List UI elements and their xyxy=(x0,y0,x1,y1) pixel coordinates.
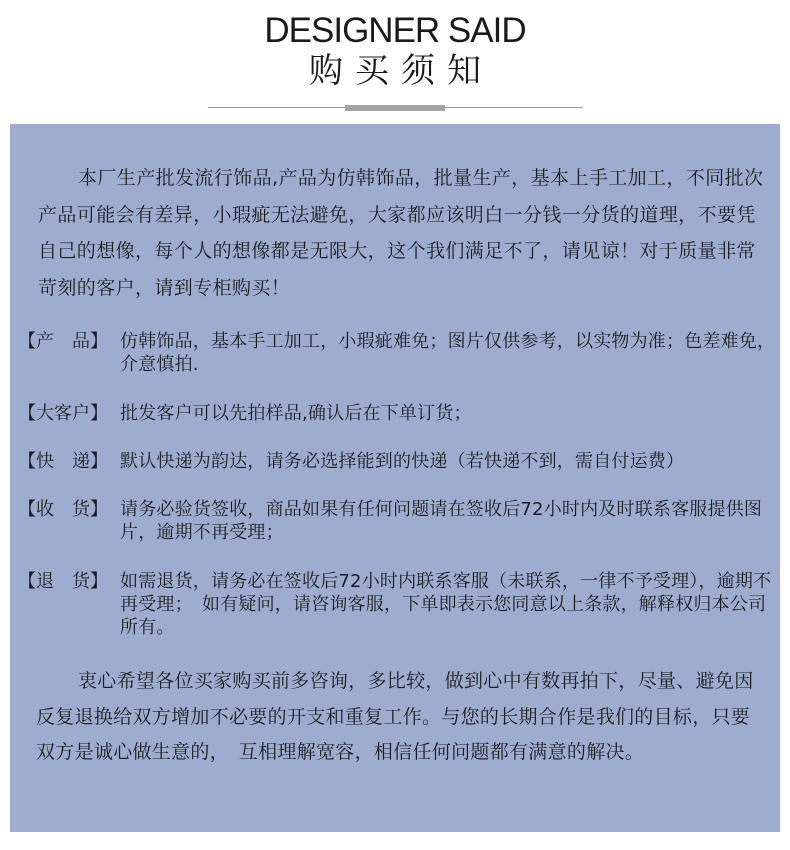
closing-paragraph: 衷心希望各位买家购买前多咨询，多比较，做到心中有数再拍下，尽量、避免因反复退换给双方增加不必要的开支和重复工作。与您的长期合作是我们的目标，只要双方是诚心做生意的， 互相理解宽容，相信任何问题都有满意的解决。 xyxy=(36,670,754,763)
notice-item-tag: 【产 品】 xyxy=(18,331,108,352)
intro-paragraph: 本厂生产批发流行饰品,产品为仿韩饰品，批量生产，基本上手工加工，不同批次产品可能会有差异，小瑕疵无法避免，大家都应该明白一分钱一分货的道理，不要凭自己的想像，每个人的想像都是无限大，这个我们满足不了，请见谅！对于质量非常苛刻的客户，请到专柜购买！ xyxy=(38,167,764,299)
notice-item-text: 请务必验货签收，商品如果有任何问题请在签收后72小时内及时联系客服提供图片，逾期不再受理； xyxy=(120,499,763,543)
notice-item-tag: 【收 货】 xyxy=(18,499,108,520)
notice-item-product xyxy=(18,330,778,376)
notice-item-wholesale xyxy=(18,402,778,425)
notice-item-receipt xyxy=(18,498,778,544)
notice-item-text: 仿韩饰品，基本手工加工，小瑕疵难免；图片仅供参考，以实物为准；色差难免，介意慎拍. xyxy=(120,331,776,375)
notice-panel xyxy=(10,124,780,832)
notice-item-tag: 【退 货】 xyxy=(18,571,108,592)
page-title-en: DESIGNER SAID xyxy=(264,11,526,50)
notice-item-delivery xyxy=(18,450,778,473)
notice-item-return xyxy=(18,570,778,639)
notice-item-tag: 【快 递】 xyxy=(18,451,108,472)
notice-item-text: 默认快递为韵达，请务必选择能到的快递（若快递不到，需自付运费） xyxy=(120,451,685,472)
page-title-cn: 购买须知 xyxy=(309,51,493,91)
notice-item-text: 批发客户可以先拍样品,确认后在下单订货； xyxy=(120,403,472,424)
notice-item-tag: 【大客户】 xyxy=(18,403,108,424)
notice-item-text: 如需退货，请务必在签收后72小时内联系客服（未联系，一律不予受理），逾期不再受理； 如有疑问，请咨询客服，下单即表示您同意以上条款，解释权归本公司所有。 xyxy=(120,571,772,638)
title-divider-accent xyxy=(345,105,445,111)
